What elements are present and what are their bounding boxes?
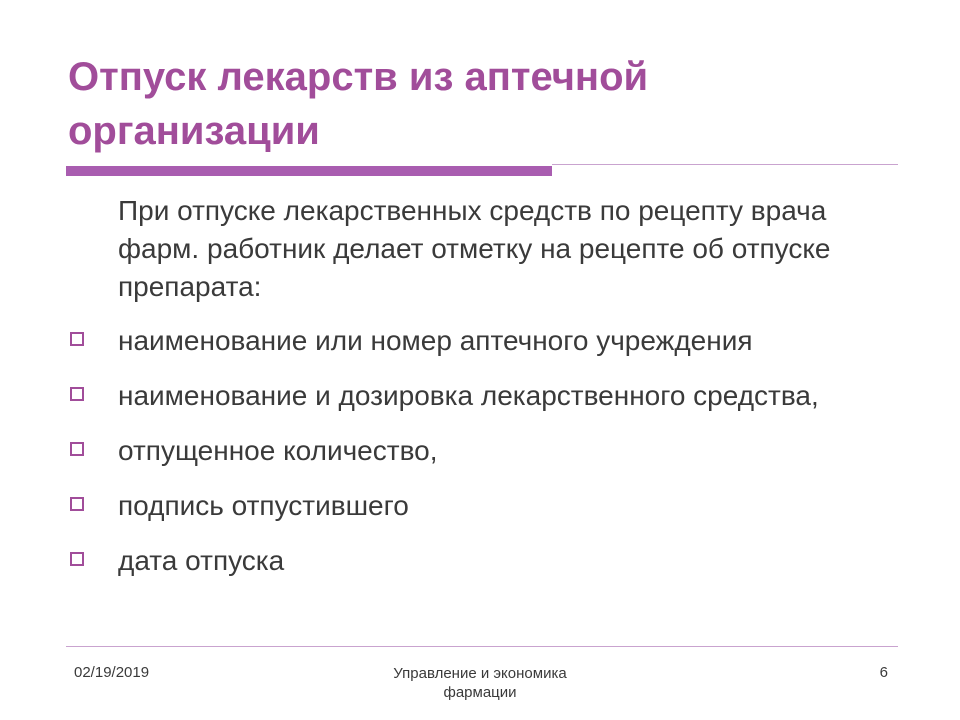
bullet-text: наименование и дозировка лекарственного средства, — [118, 380, 819, 411]
page-number: 6 — [879, 664, 888, 681]
bullet-text: наименование или номер аптечного учреждения — [118, 325, 753, 356]
hollow-square-icon — [70, 332, 84, 346]
title-thin-rule — [552, 164, 898, 165]
footer-date: 02/19/2019 — [74, 664, 150, 681]
hollow-square-icon — [70, 497, 84, 511]
hollow-square-icon — [70, 442, 84, 456]
hollow-square-icon — [70, 552, 84, 566]
bullet-text: дата отпуска — [118, 545, 285, 576]
hollow-square-icon — [70, 387, 84, 401]
footer-rule — [66, 646, 898, 647]
bullet-list — [70, 322, 900, 597]
intro-text: При отпуске лекарственных средств по рецепту врача фарм. работник делает отметку на рецепте об отпуске препарата: — [118, 195, 831, 302]
bullet-item — [70, 377, 900, 415]
footer-course-title: Управление и экономика фармации — [393, 665, 567, 701]
slide-title: Отпуск лекарств из аптечной организации — [68, 55, 649, 153]
bullet-text: подпись отпустившего — [118, 490, 409, 521]
bullet-item — [70, 487, 900, 525]
bullet-item — [70, 432, 900, 470]
bullet-item — [70, 542, 900, 580]
title-accent-rule — [66, 166, 552, 176]
bullet-item — [70, 322, 900, 360]
bullet-text: отпущенное количество, — [118, 435, 438, 466]
